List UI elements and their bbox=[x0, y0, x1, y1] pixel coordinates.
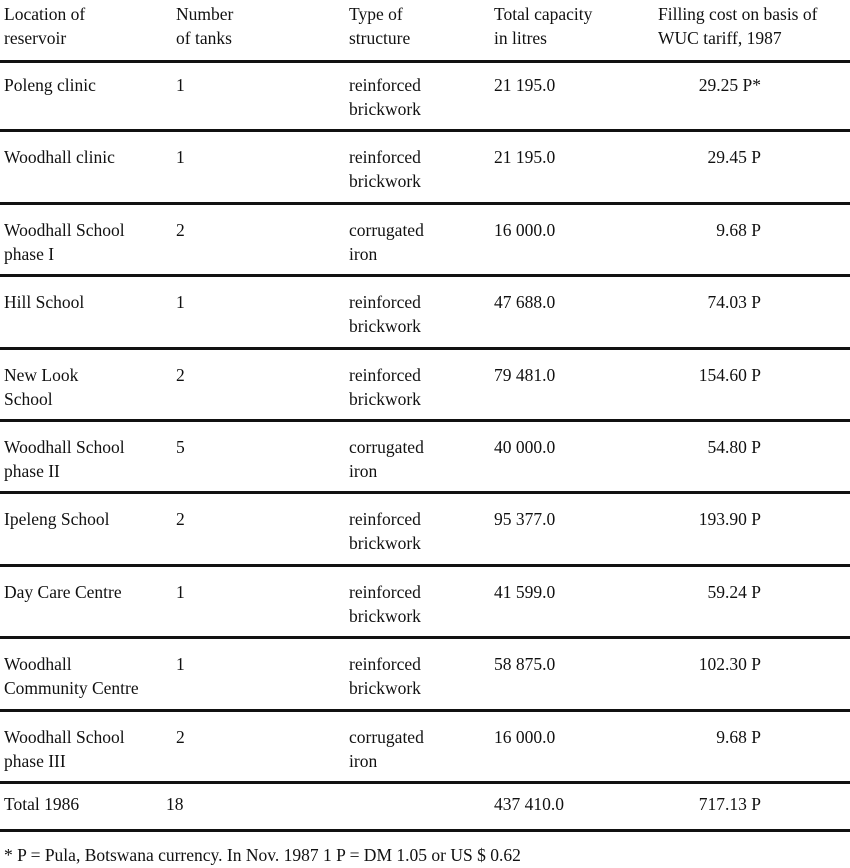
row-tanks: 2 bbox=[176, 365, 185, 385]
row-capacity: 58 875.0 bbox=[494, 654, 556, 674]
row-tanks: 1 bbox=[176, 75, 185, 95]
row-divider bbox=[0, 202, 850, 205]
row-cost: 9.68 P bbox=[716, 727, 761, 747]
row-location: Ipeleng School bbox=[4, 509, 110, 529]
row-capacity: 21 195.0 bbox=[494, 147, 556, 167]
row-type: reinforced brickwork bbox=[349, 654, 421, 698]
row-divider bbox=[0, 491, 850, 494]
row-cost: 29.45 P bbox=[707, 147, 761, 167]
row-capacity: 16 000.0 bbox=[494, 220, 556, 240]
row-type: reinforced brickwork bbox=[349, 292, 421, 336]
row-divider bbox=[0, 347, 850, 350]
row-capacity: 95 377.0 bbox=[494, 509, 556, 529]
row-cost: 154.60 P bbox=[698, 365, 761, 385]
row-tanks: 1 bbox=[176, 654, 185, 674]
row-location: Day Care Centre bbox=[4, 582, 122, 602]
row-divider bbox=[0, 781, 850, 784]
row-divider bbox=[0, 709, 850, 712]
header-cost: Filling cost on basis of WUC tariff, 1987 bbox=[658, 4, 818, 48]
row-divider bbox=[0, 564, 850, 567]
row-tanks: 5 bbox=[176, 437, 185, 457]
row-tanks: 1 bbox=[176, 292, 185, 312]
header-capacity: Total capacity in litres bbox=[494, 4, 593, 48]
row-divider bbox=[0, 636, 850, 639]
row-type: corrugated iron bbox=[349, 437, 424, 481]
total-label: Total 1986 bbox=[4, 794, 80, 814]
total-tanks: 18 bbox=[166, 794, 184, 814]
total-capacity: 437 410.0 bbox=[494, 794, 564, 814]
row-location: Hill School bbox=[4, 292, 85, 312]
footnote: * P = Pula, Botswana currency. In Nov. 1987 1 P = DM 1.05 or US $ 0.62 bbox=[4, 845, 521, 865]
row-tanks: 1 bbox=[176, 147, 185, 167]
header-rule bbox=[0, 60, 850, 63]
row-divider bbox=[0, 274, 850, 277]
row-location: New Look School bbox=[4, 365, 79, 409]
row-cost: 74.03 P bbox=[707, 292, 761, 312]
row-location: Woodhall School phase III bbox=[4, 727, 125, 771]
row-location: Woodhall School phase II bbox=[4, 437, 125, 481]
row-type: reinforced brickwork bbox=[349, 147, 421, 191]
row-location: Woodhall School phase I bbox=[4, 220, 125, 264]
row-capacity: 41 599.0 bbox=[494, 582, 556, 602]
row-cost: 59.24 P bbox=[707, 582, 761, 602]
row-capacity: 16 000.0 bbox=[494, 727, 556, 747]
row-type: corrugated iron bbox=[349, 220, 424, 264]
row-capacity: 21 195.0 bbox=[494, 75, 556, 95]
row-type: reinforced brickwork bbox=[349, 509, 421, 553]
row-tanks: 2 bbox=[176, 727, 185, 747]
row-cost: 9.68 P bbox=[716, 220, 761, 240]
row-location: Woodhall clinic bbox=[4, 147, 115, 167]
row-type: corrugated iron bbox=[349, 727, 424, 771]
row-capacity: 47 688.0 bbox=[494, 292, 556, 312]
row-tanks: 1 bbox=[176, 582, 185, 602]
bottom-rule bbox=[0, 829, 850, 832]
total-cost: 717.13 P bbox=[698, 794, 761, 814]
row-cost: 54.80 P bbox=[707, 437, 761, 457]
row-type: reinforced brickwork bbox=[349, 365, 421, 409]
row-divider bbox=[0, 129, 850, 132]
row-location: Poleng clinic bbox=[4, 75, 96, 95]
row-type: reinforced brickwork bbox=[349, 75, 421, 119]
row-divider bbox=[0, 419, 850, 422]
row-capacity: 79 481.0 bbox=[494, 365, 556, 385]
header-location: Location of reservoir bbox=[4, 4, 86, 48]
row-location: Woodhall Community Centre bbox=[4, 654, 139, 698]
row-type: reinforced brickwork bbox=[349, 582, 421, 626]
row-cost: 29.25 P* bbox=[698, 75, 761, 95]
header-type: Type of structure bbox=[349, 4, 411, 48]
row-capacity: 40 000.0 bbox=[494, 437, 556, 457]
row-tanks: 2 bbox=[176, 509, 185, 529]
row-cost: 102.30 P bbox=[698, 654, 761, 674]
row-cost: 193.90 P bbox=[698, 509, 761, 529]
header-tanks: Number of tanks bbox=[176, 4, 234, 48]
row-tanks: 2 bbox=[176, 220, 185, 240]
